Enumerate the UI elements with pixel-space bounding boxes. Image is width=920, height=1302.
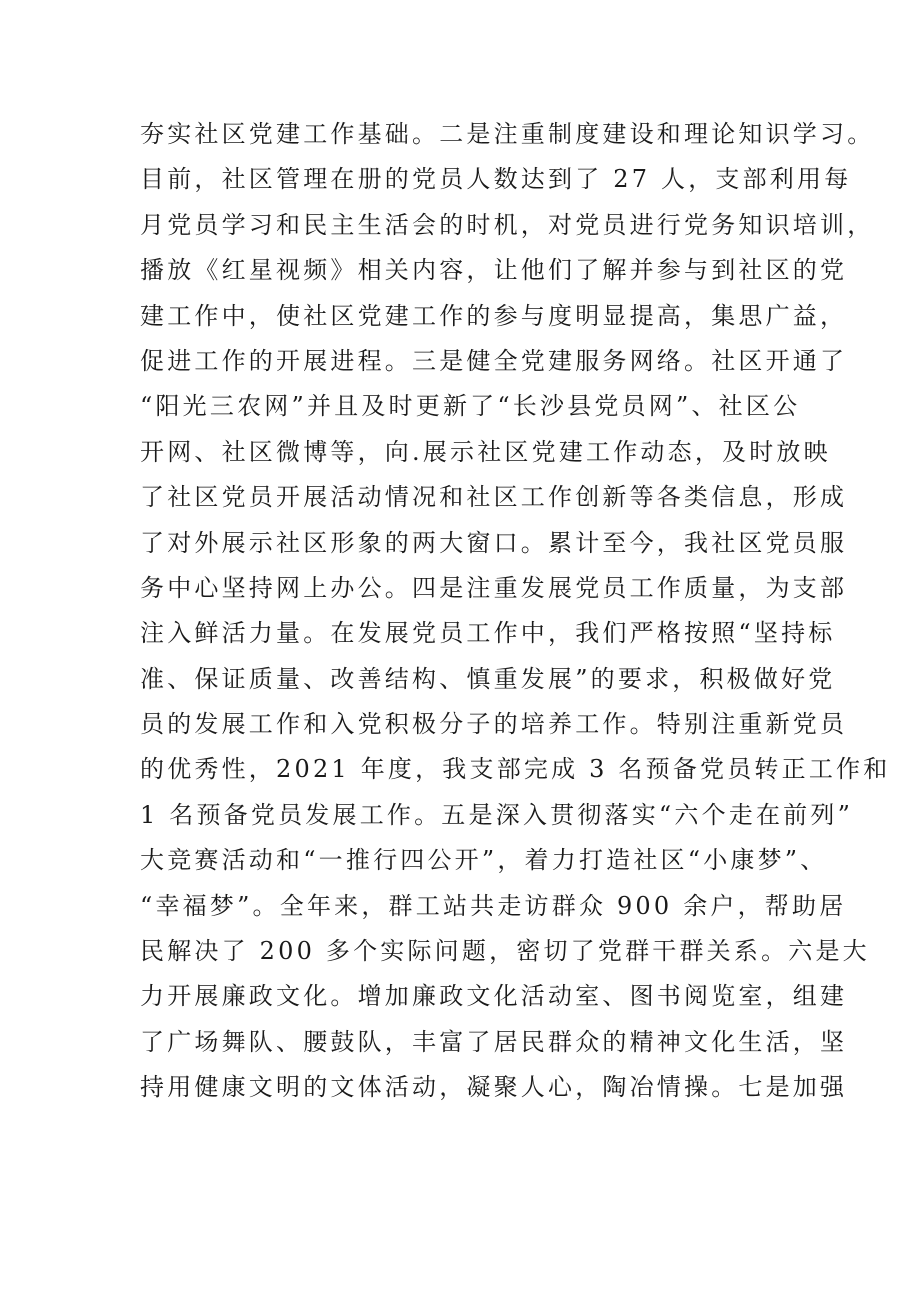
text-line: 促进工作的开展进程。三是健全党建服务网络。社区开通了 [140, 346, 848, 375]
text-line: 持用健康文明的文体活动，凝聚人心，陶冶情操。七是加强 [140, 1073, 848, 1102]
text-line: 务中心坚持网上办公。四是注重发展党员工作质量，为支部 [140, 573, 848, 602]
text-line: 月党员学习和民主生活会的时机，对党员进行党务知识培训， [140, 210, 875, 239]
text-line: 的优秀性，2021 年度，我支部完成 3 名预备党员转正工作和 [140, 755, 891, 784]
text-line: “幸福梦”。全年来，群工站共走访群众 900 余户，帮助居 [140, 891, 847, 920]
text-line: 准、保证质量、改善结构、慎重发展”的要求，积极做好党 [140, 664, 836, 693]
text-line: 建工作中，使社区党建工作的参与度明显提高，集思广益， [140, 301, 848, 330]
text-line: 注入鲜活力量。在发展党员工作中，我们严格按照“坚持标 [140, 619, 836, 648]
body-paragraph [140, 112, 891, 1111]
text-line: 了广场舞队、腰鼓队，丰富了居民群众的精神文化生活，坚 [140, 1027, 848, 1056]
text-line: 民解决了 200 多个实际问题，密切了党群干群关系。六是大 [140, 937, 870, 966]
text-line: 目前，社区管理在册的党员人数达到了 27 人，支部利用每 [140, 165, 852, 194]
text-line: 夯实社区党建工作基础。二是注重制度建设和理论知识学习。 [140, 120, 875, 148]
text-line: 了对外展示社区形象的两大窗口。累计至今，我社区党员服 [140, 528, 848, 557]
text-line: 大竞赛活动和“一推行四公开”，着力打造社区“小康梦”、 [140, 846, 828, 875]
text-line: 播放《红星视频》相关内容，让他们了解并参与到社区的党 [140, 256, 848, 285]
text-line: 了社区党员开展活动情况和社区工作创新等各类信息，形成 [140, 483, 848, 512]
text-line: 1 名预备党员发展工作。五是深入贯彻落实“六个走在前列” [140, 800, 854, 829]
text-line: “阳光三农网”并且及时更新了“长沙县党员网”、社区公 [140, 392, 801, 421]
text-line: 员的发展工作和入党积极分子的培养工作。特别注重新党员 [140, 710, 848, 739]
text-line: 开网、社区微博等，向.展示社区党建工作动态，及时放映 [140, 437, 831, 466]
text-line: 力开展廉政文化。增加廉政文化活动室、图书阅览室，组建 [140, 982, 848, 1011]
